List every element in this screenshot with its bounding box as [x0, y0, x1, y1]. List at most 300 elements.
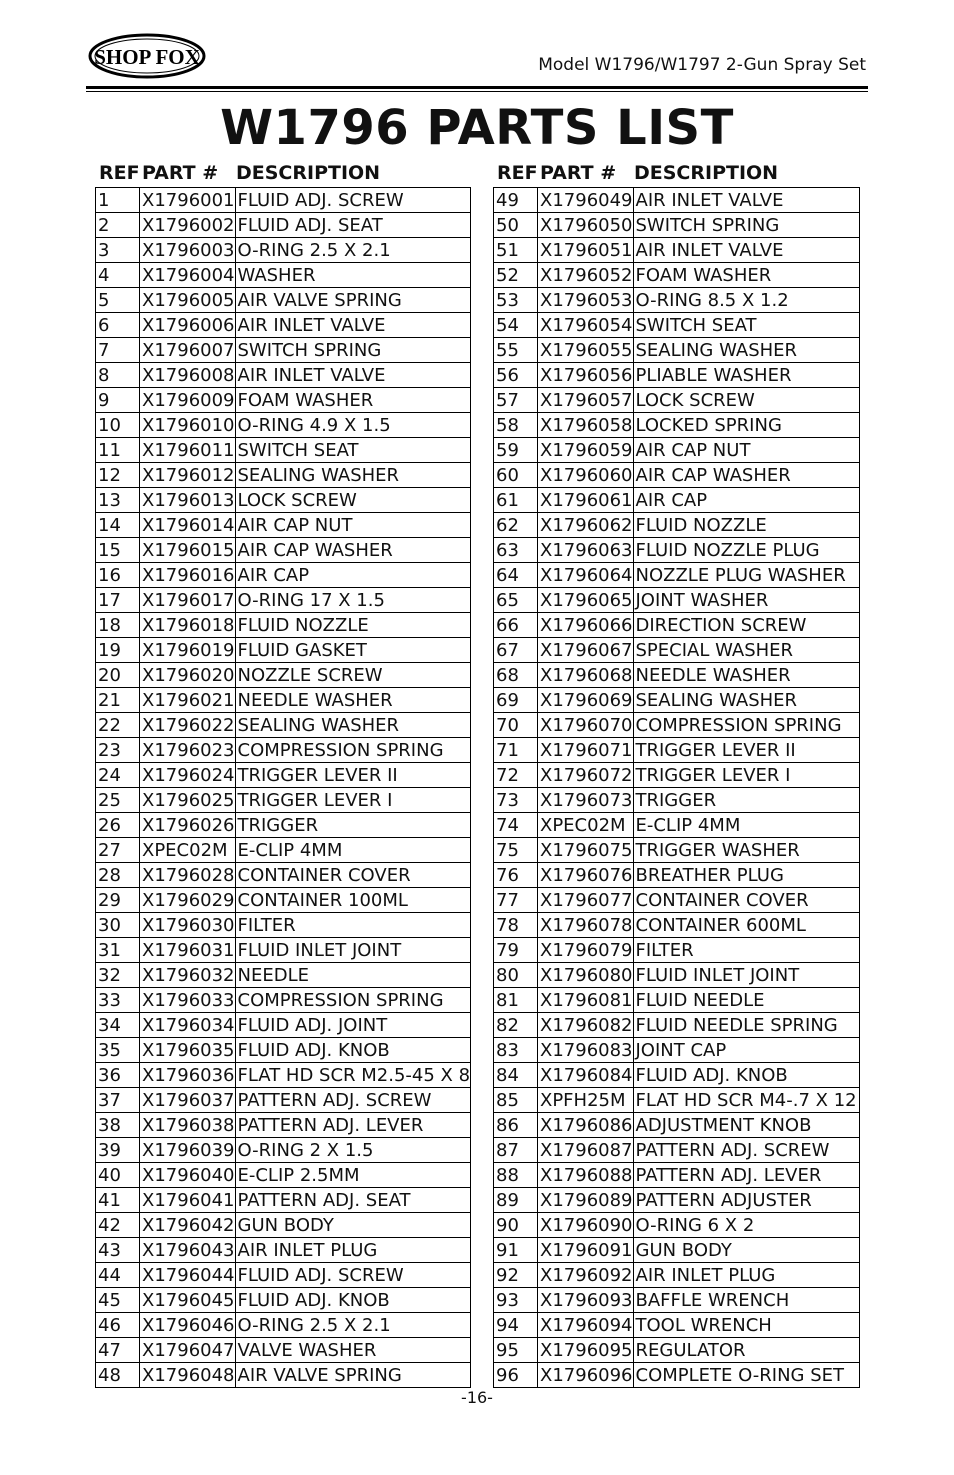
column-headers — [95, 162, 471, 187]
part-number-cell: X1796095 — [538, 1338, 634, 1363]
part-number-cell: X1796026 — [140, 813, 236, 838]
ref-cell: 77 — [494, 888, 538, 913]
table-row — [494, 1288, 860, 1313]
ref-cell: 86 — [494, 1113, 538, 1138]
description-cell: JOINT CAP — [633, 1038, 859, 1063]
ref-cell: 15 — [96, 538, 140, 563]
page-title: W1796 PARTS LIST — [220, 100, 734, 156]
ref-cell: 93 — [494, 1288, 538, 1313]
page-number: -16- — [461, 1388, 493, 1407]
ref-cell: 7 — [96, 338, 140, 363]
table-row — [96, 1213, 471, 1238]
part-number-cell: X1796046 — [140, 1313, 236, 1338]
description-cell: O-RING 4.9 X 1.5 — [235, 413, 471, 438]
table-row — [96, 463, 471, 488]
table-row — [96, 763, 471, 788]
part-number-cell: X1796013 — [140, 488, 236, 513]
part-number-cell: X1796009 — [140, 388, 236, 413]
table-row — [96, 788, 471, 813]
description-cell: FLUID NOZZLE — [633, 513, 859, 538]
table-row — [96, 1038, 471, 1063]
ref-cell: 58 — [494, 413, 538, 438]
ref-cell: 13 — [96, 488, 140, 513]
description-cell: JOINT WASHER — [633, 588, 859, 613]
ref-cell: 21 — [96, 688, 140, 713]
description-cell: FLAT HD SCR M4-.7 X 12 — [633, 1088, 859, 1113]
part-number-cell: X1796053 — [538, 288, 634, 313]
description-cell: FLUID NEEDLE — [633, 988, 859, 1013]
header-description: DESCRIPTION — [634, 162, 779, 184]
table-row — [96, 1113, 471, 1138]
table-row — [96, 263, 471, 288]
part-number-cell: X1796022 — [140, 713, 236, 738]
ref-cell: 33 — [96, 988, 140, 1013]
description-cell: E-CLIP 2.5MM — [235, 1163, 471, 1188]
ref-cell: 61 — [494, 488, 538, 513]
table-row — [494, 688, 860, 713]
part-number-cell: X1796078 — [538, 913, 634, 938]
part-number-cell: X1796041 — [140, 1188, 236, 1213]
table-row — [96, 413, 471, 438]
description-cell: TRIGGER — [235, 813, 471, 838]
description-cell: AIR CAP — [633, 488, 859, 513]
description-cell: NEEDLE WASHER — [633, 663, 859, 688]
table-row — [494, 388, 860, 413]
description-cell: CONTAINER COVER — [633, 888, 859, 913]
ref-cell: 76 — [494, 863, 538, 888]
description-cell: O-RING 8.5 X 1.2 — [633, 288, 859, 313]
right-parts-column — [493, 162, 860, 1388]
ref-cell: 84 — [494, 1063, 538, 1088]
ref-cell: 81 — [494, 988, 538, 1013]
description-cell: FLUID ADJ. JOINT — [235, 1013, 471, 1038]
description-cell: AIR INLET PLUG — [633, 1263, 859, 1288]
description-cell: AIR CAP — [235, 563, 471, 588]
ref-cell: 87 — [494, 1138, 538, 1163]
part-number-cell: X1796063 — [538, 538, 634, 563]
description-cell: FLUID ADJ. KNOB — [235, 1288, 471, 1313]
part-number-cell: X1796071 — [538, 738, 634, 763]
part-number-cell: X1796042 — [140, 1213, 236, 1238]
table-row — [494, 188, 860, 213]
table-row — [96, 713, 471, 738]
table-row — [96, 1013, 471, 1038]
part-number-cell: X1796028 — [140, 863, 236, 888]
description-cell: TOOL WRENCH — [633, 1313, 859, 1338]
part-number-cell: X1796040 — [140, 1163, 236, 1188]
table-row — [494, 913, 860, 938]
description-cell: BAFFLE WRENCH — [633, 1288, 859, 1313]
description-cell: SEALING WASHER — [235, 463, 471, 488]
part-number-cell: X1796045 — [140, 1288, 236, 1313]
table-row — [494, 988, 860, 1013]
description-cell: NEEDLE — [235, 963, 471, 988]
table-row — [494, 1113, 860, 1138]
description-cell: AIR VALVE SPRING — [235, 1363, 471, 1388]
table-row — [494, 1138, 860, 1163]
description-cell: TRIGGER LEVER I — [235, 788, 471, 813]
ref-cell: 51 — [494, 238, 538, 263]
table-row — [96, 963, 471, 988]
table-row — [96, 1138, 471, 1163]
table-row — [494, 238, 860, 263]
ref-cell: 55 — [494, 338, 538, 363]
part-number-cell: X1796084 — [538, 1063, 634, 1088]
part-number-cell: X1796067 — [538, 638, 634, 663]
ref-cell: 31 — [96, 938, 140, 963]
table-row — [96, 363, 471, 388]
ref-cell: 41 — [96, 1188, 140, 1213]
table-row — [96, 438, 471, 463]
ref-cell: 66 — [494, 613, 538, 638]
ref-cell: 53 — [494, 288, 538, 313]
description-cell: REGULATOR — [633, 1338, 859, 1363]
description-cell: AIR INLET VALVE — [633, 188, 859, 213]
part-number-cell: X1796066 — [538, 613, 634, 638]
part-number-cell: X1796061 — [538, 488, 634, 513]
description-cell: AIR CAP NUT — [235, 513, 471, 538]
ref-cell: 49 — [494, 188, 538, 213]
part-number-cell: X1796025 — [140, 788, 236, 813]
description-cell: BREATHER PLUG — [633, 863, 859, 888]
ref-cell: 78 — [494, 913, 538, 938]
ref-cell: 2 — [96, 213, 140, 238]
part-number-cell: X1796029 — [140, 888, 236, 913]
description-cell: SPECIAL WASHER — [633, 638, 859, 663]
part-number-cell: X1796096 — [538, 1363, 634, 1388]
description-cell: NOZZLE PLUG WASHER — [633, 563, 859, 588]
header-ref: REF — [99, 162, 140, 184]
description-cell: SWITCH SPRING — [633, 213, 859, 238]
table-row — [96, 738, 471, 763]
table-row — [494, 463, 860, 488]
ref-cell: 42 — [96, 1213, 140, 1238]
part-number-cell: X1796017 — [140, 588, 236, 613]
description-cell: VALVE WASHER — [235, 1338, 471, 1363]
header-description: DESCRIPTION — [236, 162, 381, 184]
shop-fox-logo — [88, 33, 206, 79]
table-row — [494, 638, 860, 663]
part-number-cell: X1796004 — [140, 263, 236, 288]
ref-cell: 20 — [96, 663, 140, 688]
part-number-cell: X1796007 — [140, 338, 236, 363]
part-number-cell: X1796021 — [140, 688, 236, 713]
description-cell: PATTERN ADJ. LEVER — [633, 1163, 859, 1188]
part-number-cell: X1796080 — [538, 963, 634, 988]
description-cell: WASHER — [235, 263, 471, 288]
ref-cell: 45 — [96, 1288, 140, 1313]
ref-cell: 3 — [96, 238, 140, 263]
part-number-cell: X1796015 — [140, 538, 236, 563]
table-row — [494, 363, 860, 388]
ref-cell: 65 — [494, 588, 538, 613]
ref-cell: 30 — [96, 913, 140, 938]
description-cell: FLUID ADJ. SCREW — [235, 1263, 471, 1288]
part-number-cell: X1796011 — [140, 438, 236, 463]
ref-cell: 39 — [96, 1138, 140, 1163]
table-row — [96, 1288, 471, 1313]
table-row — [96, 863, 471, 888]
table-row — [494, 588, 860, 613]
ref-cell: 24 — [96, 763, 140, 788]
ref-cell: 56 — [494, 363, 538, 388]
part-number-cell: X1796039 — [140, 1138, 236, 1163]
ref-cell: 74 — [494, 813, 538, 838]
description-cell: SEALING WASHER — [633, 338, 859, 363]
ref-cell: 52 — [494, 263, 538, 288]
part-number-cell: X1796020 — [140, 663, 236, 688]
description-cell: FLUID ADJ. KNOB — [633, 1063, 859, 1088]
ref-cell: 48 — [96, 1363, 140, 1388]
left-parts-column — [95, 162, 471, 1388]
part-number-cell: X1796056 — [538, 363, 634, 388]
ref-cell: 63 — [494, 538, 538, 563]
description-cell: AIR CAP WASHER — [235, 538, 471, 563]
description-cell: FILTER — [633, 938, 859, 963]
part-number-cell: X1796024 — [140, 763, 236, 788]
table-row — [96, 1238, 471, 1263]
description-cell: NOZZLE SCREW — [235, 663, 471, 688]
part-number-cell: X1796023 — [140, 738, 236, 763]
description-cell: O-RING 2 X 1.5 — [235, 1138, 471, 1163]
part-number-cell: X1796064 — [538, 563, 634, 588]
description-cell: O-RING 6 X 2 — [633, 1213, 859, 1238]
description-cell: CONTAINER 100ML — [235, 888, 471, 913]
part-number-cell: X1796086 — [538, 1113, 634, 1138]
header-part: PART # — [142, 162, 219, 184]
description-cell: TRIGGER LEVER II — [633, 738, 859, 763]
description-cell: PATTERN ADJ. SCREW — [633, 1138, 859, 1163]
table-row — [494, 663, 860, 688]
ref-cell: 70 — [494, 713, 538, 738]
description-cell: SWITCH SEAT — [235, 438, 471, 463]
description-cell: FOAM WASHER — [633, 263, 859, 288]
ref-cell: 94 — [494, 1313, 538, 1338]
part-number-cell: X1796075 — [538, 838, 634, 863]
description-cell: TRIGGER LEVER II — [235, 763, 471, 788]
part-number-cell: X1796001 — [140, 188, 236, 213]
header-rule-thin — [86, 91, 868, 92]
ref-cell: 1 — [96, 188, 140, 213]
table-row — [494, 813, 860, 838]
part-number-cell: X1796058 — [538, 413, 634, 438]
ref-cell: 67 — [494, 638, 538, 663]
ref-cell: 88 — [494, 1163, 538, 1188]
part-number-cell: X1796065 — [538, 588, 634, 613]
column-headers — [493, 162, 860, 187]
table-row — [494, 1263, 860, 1288]
table-row — [494, 838, 860, 863]
ref-cell: 12 — [96, 463, 140, 488]
ref-cell: 25 — [96, 788, 140, 813]
ref-cell: 26 — [96, 813, 140, 838]
description-cell: TRIGGER WASHER — [633, 838, 859, 863]
part-number-cell: X1796070 — [538, 713, 634, 738]
description-cell: O-RING 2.5 X 2.1 — [235, 1313, 471, 1338]
description-cell: CONTAINER COVER — [235, 863, 471, 888]
ref-cell: 73 — [494, 788, 538, 813]
description-cell: COMPRESSION SPRING — [235, 988, 471, 1013]
description-cell: DIRECTION SCREW — [633, 613, 859, 638]
table-row — [494, 613, 860, 638]
ref-cell: 34 — [96, 1013, 140, 1038]
part-number-cell: X1796006 — [140, 313, 236, 338]
table-row — [494, 1038, 860, 1063]
table-row — [96, 613, 471, 638]
table-row — [96, 913, 471, 938]
description-cell: GUN BODY — [235, 1213, 471, 1238]
part-number-cell: X1796054 — [538, 313, 634, 338]
description-cell: GUN BODY — [633, 1238, 859, 1263]
table-row — [494, 413, 860, 438]
ref-cell: 17 — [96, 588, 140, 613]
description-cell: AIR INLET PLUG — [235, 1238, 471, 1263]
ref-cell: 28 — [96, 863, 140, 888]
description-cell: PLIABLE WASHER — [633, 363, 859, 388]
table-row — [494, 1163, 860, 1188]
table-row — [494, 938, 860, 963]
part-number-cell: X1796044 — [140, 1263, 236, 1288]
part-number-cell: X1796035 — [140, 1038, 236, 1063]
part-number-cell: X1796090 — [538, 1213, 634, 1238]
table-row — [96, 338, 471, 363]
part-number-cell: XPEC02M — [140, 838, 236, 863]
description-cell: FILTER — [235, 913, 471, 938]
description-cell: FOAM WASHER — [235, 388, 471, 413]
part-number-cell: X1796033 — [140, 988, 236, 1013]
ref-cell: 40 — [96, 1163, 140, 1188]
ref-cell: 57 — [494, 388, 538, 413]
table-row — [96, 188, 471, 213]
description-cell: AIR INLET VALVE — [235, 313, 471, 338]
table-row — [96, 488, 471, 513]
description-cell: TRIGGER LEVER I — [633, 763, 859, 788]
description-cell: FLUID NOZZLE — [235, 613, 471, 638]
ref-cell: 72 — [494, 763, 538, 788]
ref-cell: 96 — [494, 1363, 538, 1388]
part-number-cell: X1796059 — [538, 438, 634, 463]
description-cell: PATTERN ADJ. SEAT — [235, 1188, 471, 1213]
ref-cell: 32 — [96, 963, 140, 988]
ref-cell: 89 — [494, 1188, 538, 1213]
description-cell: PATTERN ADJ. LEVER — [235, 1113, 471, 1138]
table-row — [96, 588, 471, 613]
table-row — [494, 863, 860, 888]
description-cell: FLUID ADJ. SEAT — [235, 213, 471, 238]
ref-cell: 71 — [494, 738, 538, 763]
table-row — [96, 313, 471, 338]
header-ref: REF — [497, 162, 538, 184]
ref-cell: 10 — [96, 413, 140, 438]
part-number-cell: X1796038 — [140, 1113, 236, 1138]
ref-cell: 75 — [494, 838, 538, 863]
part-number-cell: X1796055 — [538, 338, 634, 363]
description-cell: COMPRESSION SPRING — [633, 713, 859, 738]
description-cell: FLUID INLET JOINT — [235, 938, 471, 963]
description-cell: COMPLETE O-RING SET — [633, 1363, 859, 1388]
table-row — [494, 1313, 860, 1338]
ref-cell: 80 — [494, 963, 538, 988]
description-cell: FLAT HD SCR M2.5-45 X 8 — [235, 1063, 471, 1088]
part-number-cell: X1796092 — [538, 1263, 634, 1288]
table-row — [96, 563, 471, 588]
part-number-cell: X1796077 — [538, 888, 634, 913]
description-cell: FLUID GASKET — [235, 638, 471, 663]
table-row — [96, 838, 471, 863]
ref-cell: 38 — [96, 1113, 140, 1138]
part-number-cell: X1796016 — [140, 563, 236, 588]
part-number-cell: X1796047 — [140, 1338, 236, 1363]
part-number-cell: X1796073 — [538, 788, 634, 813]
ref-cell: 92 — [494, 1263, 538, 1288]
part-number-cell: X1796010 — [140, 413, 236, 438]
ref-cell: 5 — [96, 288, 140, 313]
description-cell: FLUID ADJ. KNOB — [235, 1038, 471, 1063]
ref-cell: 35 — [96, 1038, 140, 1063]
ref-cell: 54 — [494, 313, 538, 338]
table-row — [96, 538, 471, 563]
part-number-cell: X1796031 — [140, 938, 236, 963]
ref-cell: 37 — [96, 1088, 140, 1113]
part-number-cell: X1796089 — [538, 1188, 634, 1213]
description-cell: O-RING 2.5 X 2.1 — [235, 238, 471, 263]
description-cell: NEEDLE WASHER — [235, 688, 471, 713]
part-number-cell: X1796081 — [538, 988, 634, 1013]
table-row — [96, 813, 471, 838]
table-row — [494, 513, 860, 538]
part-number-cell: X1796012 — [140, 463, 236, 488]
part-number-cell: X1796003 — [140, 238, 236, 263]
table-row — [494, 1013, 860, 1038]
table-row — [96, 1363, 471, 1388]
ref-cell: 95 — [494, 1338, 538, 1363]
part-number-cell: X1796069 — [538, 688, 634, 713]
ref-cell: 14 — [96, 513, 140, 538]
description-cell: E-CLIP 4MM — [633, 813, 859, 838]
parts-table-right — [493, 187, 860, 1388]
part-number-cell: X1796030 — [140, 913, 236, 938]
header-part: PART # — [540, 162, 617, 184]
description-cell: ADJUSTMENT KNOB — [633, 1113, 859, 1138]
table-row — [96, 1338, 471, 1363]
table-row — [96, 938, 471, 963]
part-number-cell: X1796034 — [140, 1013, 236, 1038]
description-cell: O-RING 17 X 1.5 — [235, 588, 471, 613]
description-cell: TRIGGER — [633, 788, 859, 813]
table-row — [494, 1238, 860, 1263]
ref-cell: 85 — [494, 1088, 538, 1113]
part-number-cell: XPEC02M — [538, 813, 634, 838]
part-number-cell: X1796019 — [140, 638, 236, 663]
part-number-cell: XPFH25M — [538, 1088, 634, 1113]
part-number-cell: X1796043 — [140, 1238, 236, 1263]
ref-cell: 47 — [96, 1338, 140, 1363]
table-row — [494, 713, 860, 738]
table-row — [96, 1088, 471, 1113]
part-number-cell: X1796051 — [538, 238, 634, 263]
ref-cell: 16 — [96, 563, 140, 588]
table-row — [96, 288, 471, 313]
table-row — [494, 288, 860, 313]
part-number-cell: X1796052 — [538, 263, 634, 288]
ref-cell: 60 — [494, 463, 538, 488]
description-cell: PATTERN ADJUSTER — [633, 1188, 859, 1213]
part-number-cell: X1796008 — [140, 363, 236, 388]
ref-cell: 90 — [494, 1213, 538, 1238]
part-number-cell: X1796050 — [538, 213, 634, 238]
part-number-cell: X1796068 — [538, 663, 634, 688]
description-cell: LOCK SCREW — [633, 388, 859, 413]
